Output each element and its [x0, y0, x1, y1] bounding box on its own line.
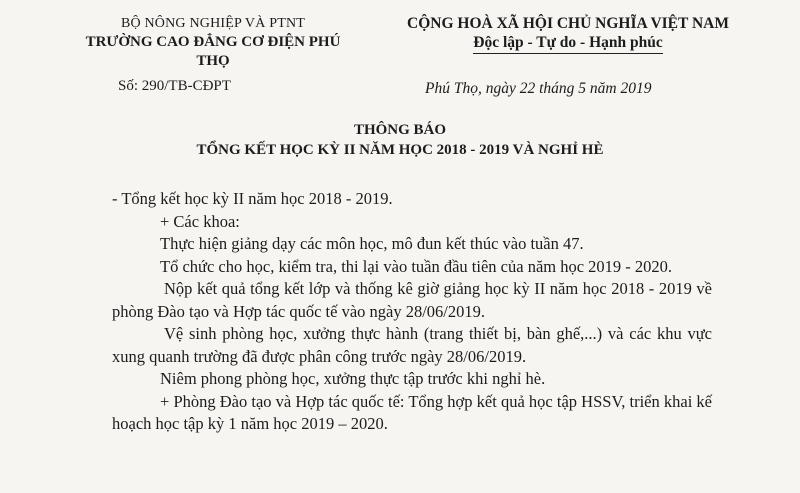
paragraph-submit-results: Nộp kết quả tổng kết lớp và thống kê giờ giảng học kỳ II năm học 2018 - 2019 về phòng Đào tạo và Hợp tác quốc tế vào ngày 28/06/2019. [112, 279, 712, 321]
paragraph-semester-summary: - Tổng kết học kỳ II năm học 2018 - 2019. [112, 189, 393, 208]
document-title [0, 120, 800, 160]
document-number: Số: 290/TB-CĐPT [118, 78, 231, 94]
ministry-name: BỘ NÔNG NGHIỆP VÀ PTNT [120, 16, 306, 31]
document-body [112, 188, 712, 436]
national-header [358, 14, 778, 54]
republic-name: CỘNG HOÀ XÃ HỘI CHỦ NGHĨA VIỆT NAM [407, 15, 729, 32]
paragraph-faculties: + Các khoa: [160, 211, 240, 231]
paragraph-cleaning: Vệ sinh phòng học, xưởng thực hành (trang thiết bị, bàn ghế,...) và các khu vực xung quanh trường đã được phân công trước ngày 28/06/2019. [112, 324, 712, 366]
national-motto: Độc lập - Tự do - Hạnh phúc [473, 33, 662, 54]
school-name: TRƯỜNG CAO ĐẲNG CƠ ĐIỆN PHÚ THỌ [85, 34, 341, 69]
paragraph-retake-exams: Tổ chức cho học, kiểm tra, thi lại vào tuần đầu tiên của năm học 2019 - 2020. [160, 256, 673, 276]
paragraph-training-office: + Phòng Đào tạo và Hợp tác quốc tế: Tổng hợp kết quả học tập HSSV, triển khai kế hoạch học tập kỳ 1 năm học 2019 – 2020. [112, 391, 712, 433]
title-line-2: TỔNG KẾT HỌC KỲ II NĂM HỌC 2018 - 2019 VÀ NGHỈ HÈ [196, 142, 604, 158]
paragraph-teaching-end: Thực hiện giảng dạy các môn học, mô đun kết thúc vào tuần 47. [160, 234, 584, 253]
paragraph-seal-rooms: Niêm phong phòng học, xưởng thực tập trước khi nghỉ hè. [160, 369, 546, 388]
title-line-1: THÔNG BÁO [353, 122, 447, 138]
issuer-block [78, 14, 348, 71]
issue-date: Phú Thọ, ngày 22 tháng 5 năm 2019 [425, 80, 652, 97]
